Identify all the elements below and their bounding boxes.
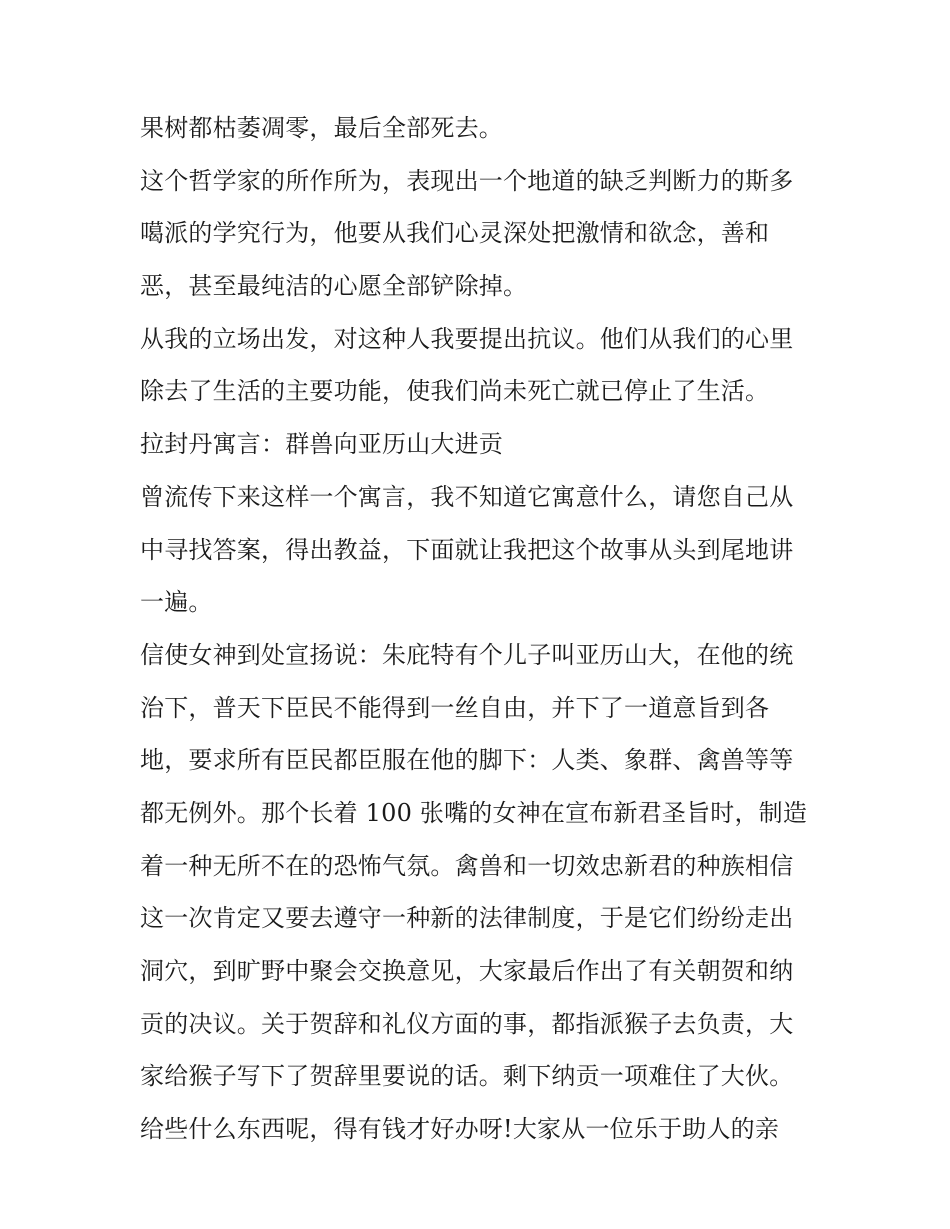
body-text (140, 102, 840, 1156)
text-line-15: 着一种无所不在的恐怖气氛。禽兽和一切效忠新君的种族相信 (140, 851, 794, 880)
text-line-19: 家给猴子写下了贺辞里要说的话。剩下纳贡一项难住了大伙。 (140, 1062, 794, 1091)
text-line-8: 曾流传下来这样一个寓言，我不知道它寓意什么，请您自己从 (140, 482, 794, 511)
text-line-1: 果树都枯萎凋零，最后全部死去。 (140, 114, 503, 142)
text-line-17: 洞穴，到旷野中聚会交换意见，大家最后作出了有关朝贺和纳 (140, 957, 794, 985)
section-heading: 拉封丹寓言：群兽向亚历山大进贡 (140, 430, 503, 459)
text-line-13: 地，要求所有臣民都臣服在他的脚下：人类、象群、禽兽等等 (140, 746, 794, 775)
text-line-20: 给些什么东西呢，得有钱才好办呀!大家从一位乐于助人的亲 (140, 1115, 780, 1144)
text-line-9: 中寻找答案，得出教益，下面就让我把这个故事从头到尾地讲 (140, 535, 794, 564)
text-line-6: 除去了生活的主要功能，使我们尚未死亡就已停止了生活。 (140, 377, 770, 406)
text-line-4: 恶，甚至最纯洁的心愿全部铲除掉。 (140, 272, 528, 301)
text-line-10: 一遍。 (140, 588, 213, 617)
text-line-11: 信使女神到处宣扬说：朱庇特有个儿子叫亚历山大，在他的统 (140, 640, 794, 669)
text-line-2: 这个哲学家的所作所为，表现出一个地道的缺乏判断力的斯多 (140, 166, 794, 195)
text-line-12: 治下，普天下臣民不能得到一丝自由，并下了一道意旨到各 (140, 693, 770, 722)
text-line-5: 从我的立场出发，对这种人我要提出抗议。他们从我们的心里 (140, 324, 794, 353)
text-line-3: 噶派的学究行为，他要从我们心灵深处把激情和欲念，善和 (140, 219, 770, 248)
text-line-14: 都无例外。那个长着 100 张嘴的女神在宣布新君圣旨时，制造 (140, 798, 808, 827)
text-line-16: 这一次肯定又要去遵守一种新的法律制度，于是它们纷纷走出 (140, 904, 794, 933)
text-line-18: 贡的决议。关于贺辞和礼仪方面的事，都指派猴子去负责，大 (140, 1009, 794, 1038)
